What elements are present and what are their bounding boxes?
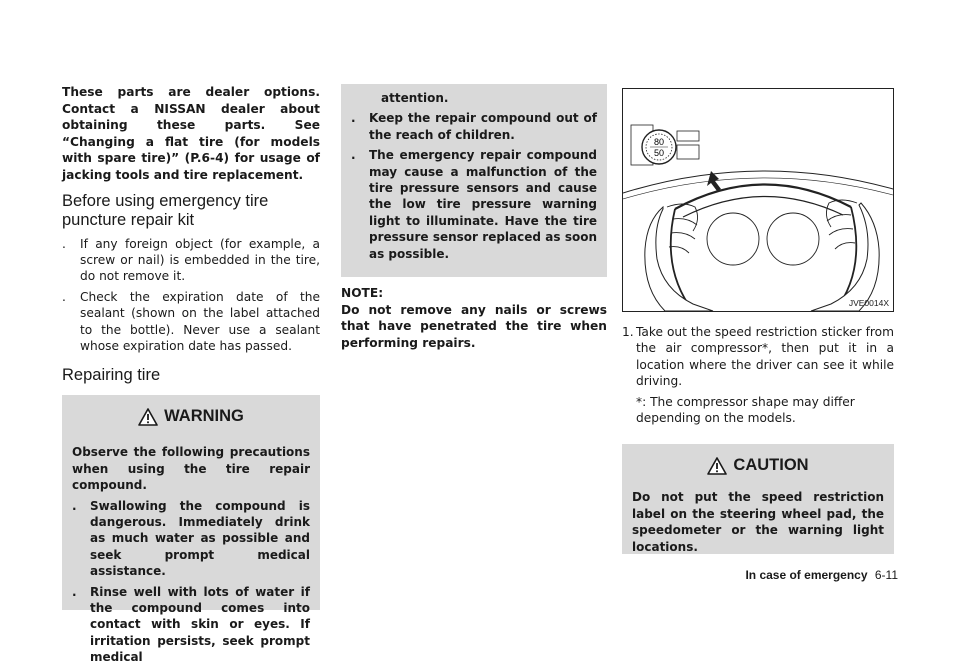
- footnote: *: The compressor shape may differ depending on the models.: [636, 394, 855, 426]
- footer-section: In case of emergency: [745, 568, 868, 582]
- warning-box: [62, 395, 320, 665]
- before-using-list: [62, 236, 320, 355]
- column-right: [622, 84, 894, 554]
- warning-title: WARNING: [164, 407, 244, 426]
- column-middle: [341, 84, 607, 351]
- list-item: . The emergency repair compound may cause a malfunction of the tire pressure sensors and cause the low tire pressure warning light to illuminate. Have the tire pressure sensor replaced as soon as possible.: [351, 148, 597, 261]
- warning-triangle-icon: [707, 457, 727, 475]
- warning-list-continued: [351, 110, 597, 262]
- step-number: 1.: [622, 325, 634, 339]
- warning-continued-text: attention.: [381, 91, 449, 105]
- figure-id: JVE0014X: [848, 298, 889, 308]
- intro-paragraph: These parts are dealer options. Contact a NISSAN dealer about obtaining these parts. See “Changing a flat tire (for models with spare tire)” (P.6-4) for usage of jacking tools and tire replacement.: [62, 85, 320, 182]
- page-footer: [745, 568, 898, 582]
- step-item: 1. Take out the speed restriction sticker from the air compressor*, then put it in a location where the driver can see it while driving.: [622, 325, 894, 389]
- heading-before-using: Before using emergency tire puncture repair kit: [62, 191, 269, 229]
- bullet-glyph: .: [72, 584, 77, 599]
- caution-title: CAUTION: [733, 456, 809, 475]
- bullet-glyph: .: [351, 148, 356, 163]
- bullet-glyph: .: [351, 111, 356, 126]
- sticker-bottom-value: 50: [653, 148, 665, 158]
- steering-wheel-figure: [622, 88, 894, 312]
- note-text: Do not remove any nails or screws that have penetrated the tire when performing repairs.: [341, 302, 607, 350]
- heading-repairing-tire: Repairing tire: [62, 366, 161, 385]
- column-left: [62, 84, 320, 665]
- bullet-glyph: .: [62, 236, 66, 251]
- list-item: . Check the expiration date of the sealant (shown on the label attached to the bottle). Never use a sealant whose expiration date has passed.: [62, 289, 320, 353]
- warning-list: [72, 498, 310, 666]
- page-number: 6-11: [874, 568, 898, 582]
- steering-wheel-illustration: [623, 89, 893, 311]
- speed-sticker-icon: [631, 125, 699, 165]
- bullet-glyph: .: [62, 289, 66, 304]
- list-item: . Rinse well with lots of water if the compound comes into contact with skin or eyes. If irritation persists, seek prompt medical: [72, 584, 310, 665]
- steps-list: [622, 324, 894, 390]
- list-item: . If any foreign object (for example, a screw or nail) is embedded in the tire, do not remove it.: [62, 236, 320, 284]
- warning-triangle-icon: [138, 408, 158, 426]
- caution-box: [622, 444, 894, 554]
- list-item: . Swallowing the compound is dangerous. Immediately drink as much water as possible and seek prompt medical assistance.: [72, 498, 310, 579]
- list-item: . Keep the repair compound out of the reach of children.: [351, 111, 597, 142]
- caution-text: Do not put the speed restriction label on the steering wheel pad, the speedometer or the warning light locations.: [632, 490, 884, 554]
- warning-box-continued: [341, 84, 607, 277]
- note-title: NOTE:: [341, 286, 384, 300]
- sticker-top-value: 80: [653, 137, 665, 147]
- warning-intro: Observe the following precautions when using the tire repair compound.: [72, 445, 310, 493]
- bullet-glyph: .: [72, 498, 77, 513]
